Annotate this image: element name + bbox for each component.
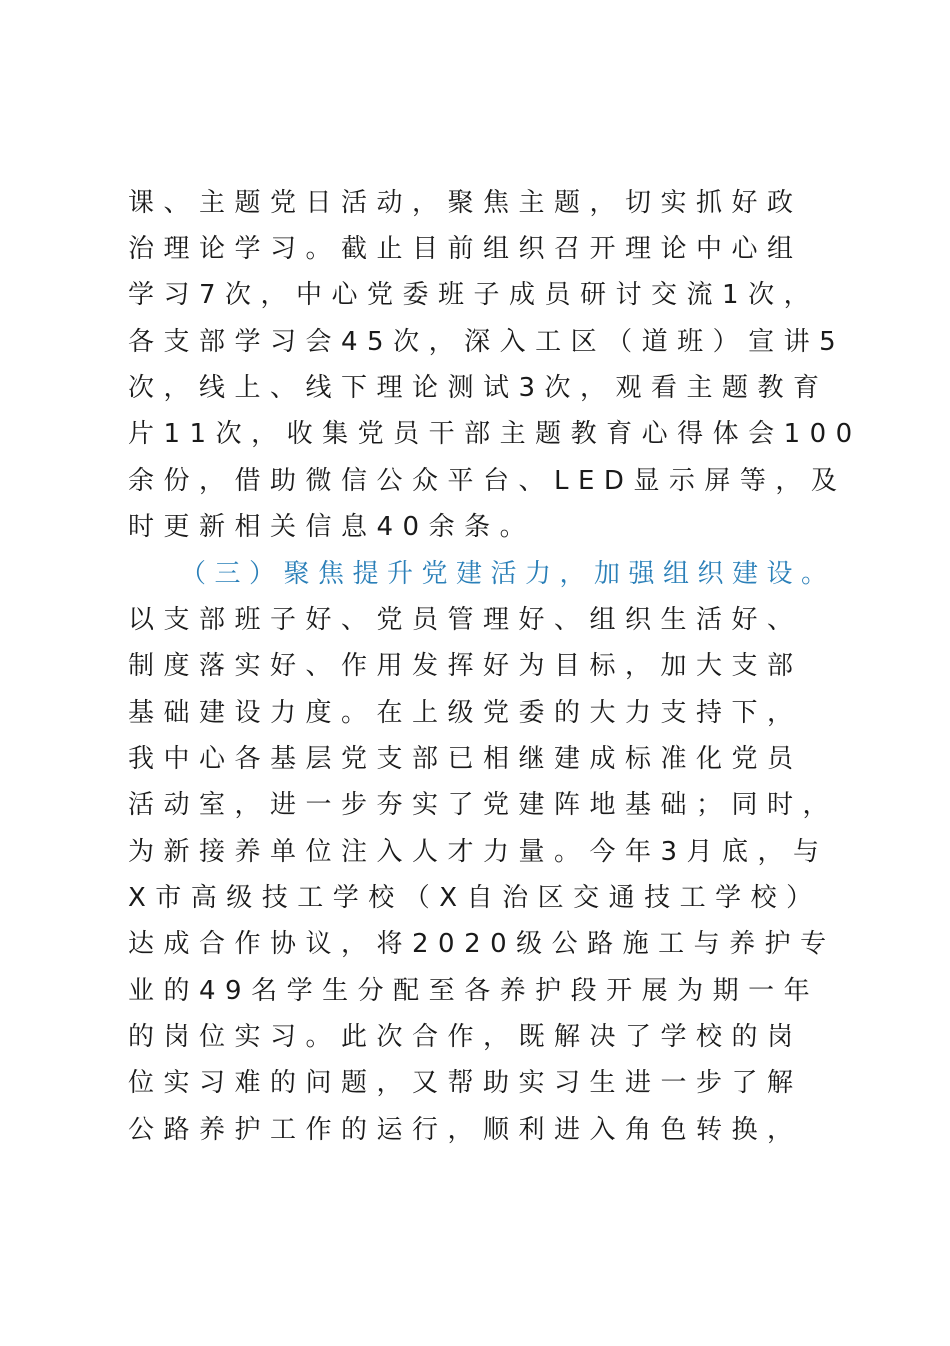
paragraph-2-line-7: X市高级技工学校（X自治区交通技工学校） xyxy=(128,883,822,913)
paragraph-2-line-5: 活动室，进一步夯实了党建阵地基础；同时， xyxy=(128,790,839,820)
paragraph-2-line-1: 以支部班子好、党员管理好、组织生活好、 xyxy=(128,605,803,635)
paragraph-2-line-8: 达成合作协议，将2020级公路施工与养护专 xyxy=(128,929,836,959)
paragraph-1-line-8: 时更新相关信息40余条。 xyxy=(128,512,536,542)
paragraph-2-line-3: 基础建设力度。在上级党委的大力支持下， xyxy=(128,698,803,728)
paragraph-2-line-6: 为新接养单位注入人才力量。今年3月底，与 xyxy=(128,837,829,867)
paragraph-1-line-3: 学习7次，中心党委班子成员研讨交流1次， xyxy=(128,280,820,310)
paragraph-2-line-4: 我中心各基层党支部已相继建成标准化党员 xyxy=(128,744,803,774)
paragraph-1-line-6: 片11次，收集党员干部主题教育心得体会100 xyxy=(128,419,862,449)
paragraph-1-line-5: 次，线上、线下理论测试3次，观看主题教育 xyxy=(128,373,829,403)
paragraph-2-line-2: 制度落实好、作用发挥好为目标，加大支部 xyxy=(128,651,803,681)
paragraph-2-line-12: 公路养护工作的运行，顺利进入角色转换， xyxy=(128,1115,803,1145)
section-heading: （三）聚焦提升党建活力，加强组织建设。 xyxy=(180,559,836,589)
paragraph-1-line-2: 治理论学习。截止目前组织召开理论中心组 xyxy=(128,234,803,264)
paragraph-2-line-10: 的岗位实习。此次合作，既解决了学校的岗 xyxy=(128,1022,803,1052)
paragraph-1-line-7: 余份，借助微信公众平台、LED显示屏等，及 xyxy=(128,466,847,496)
paragraph-1-line-4: 各支部学习会45次，深入工区（道班）宣讲5 xyxy=(128,327,846,357)
paragraph-1-line-1: 课、主题党日活动，聚焦主题，切实抓好政 xyxy=(128,188,803,218)
paragraph-2-line-9: 业的49名学生分配至各养护段开展为期一年 xyxy=(128,976,820,1006)
paragraph-2-line-11: 位实习难的问题，又帮助实习生进一步了解 xyxy=(128,1068,803,1098)
